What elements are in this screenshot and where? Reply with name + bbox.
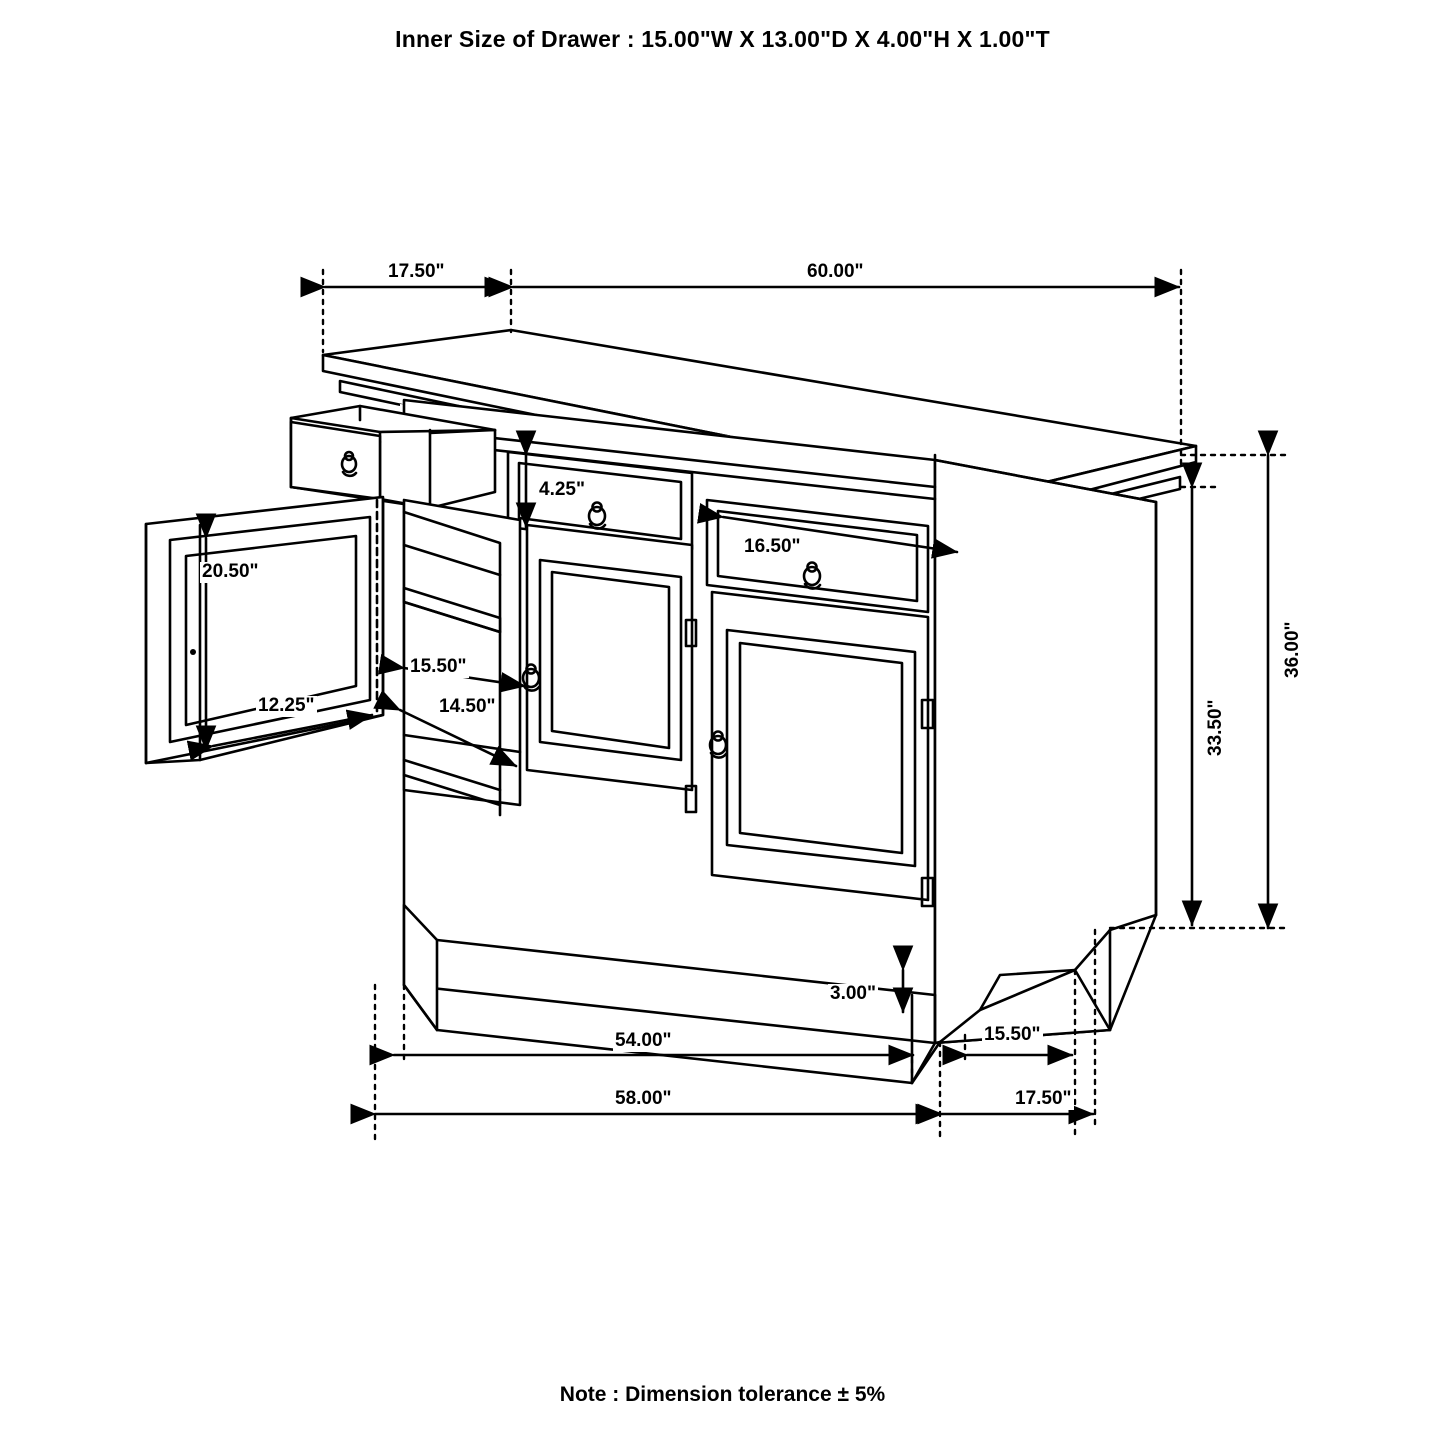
dim-label-base-front-width: 54.00" bbox=[615, 1030, 672, 1051]
dim-label-top-overall-width: 60.00" bbox=[807, 261, 864, 282]
dim-label-cabinet-inner-depth: 14.50" bbox=[439, 696, 496, 717]
dim-label-door-inner-height: 20.50" bbox=[202, 561, 259, 582]
dim-label-drawer-height: 4.25" bbox=[539, 479, 585, 500]
dim-label-drawer-width: 16.50" bbox=[744, 536, 801, 557]
dim-label-side-depth-lower: 15.50" bbox=[984, 1024, 1041, 1045]
dim-label-top-left-width: 17.50" bbox=[388, 261, 445, 282]
dim-label-leg-height: 3.00" bbox=[830, 983, 876, 1004]
page-title: Inner Size of Drawer : 15.00"W X 13.00"D X 4.00"H X 1.00"T bbox=[395, 26, 1050, 52]
dim-label-cabinet-inner-width: 15.50" bbox=[410, 656, 467, 677]
dim-label-body-height: 33.50" bbox=[1205, 699, 1226, 756]
dim-label-body-front-width: 58.00" bbox=[615, 1088, 672, 1109]
dim-label-overall-height: 36.00" bbox=[1282, 621, 1303, 678]
dim-label-door-inner-width: 12.25" bbox=[258, 695, 315, 716]
dim-label-side-depth-upper: 17.50" bbox=[1015, 1088, 1072, 1109]
tolerance-note: Note : Dimension tolerance ± 5% bbox=[559, 1383, 886, 1406]
